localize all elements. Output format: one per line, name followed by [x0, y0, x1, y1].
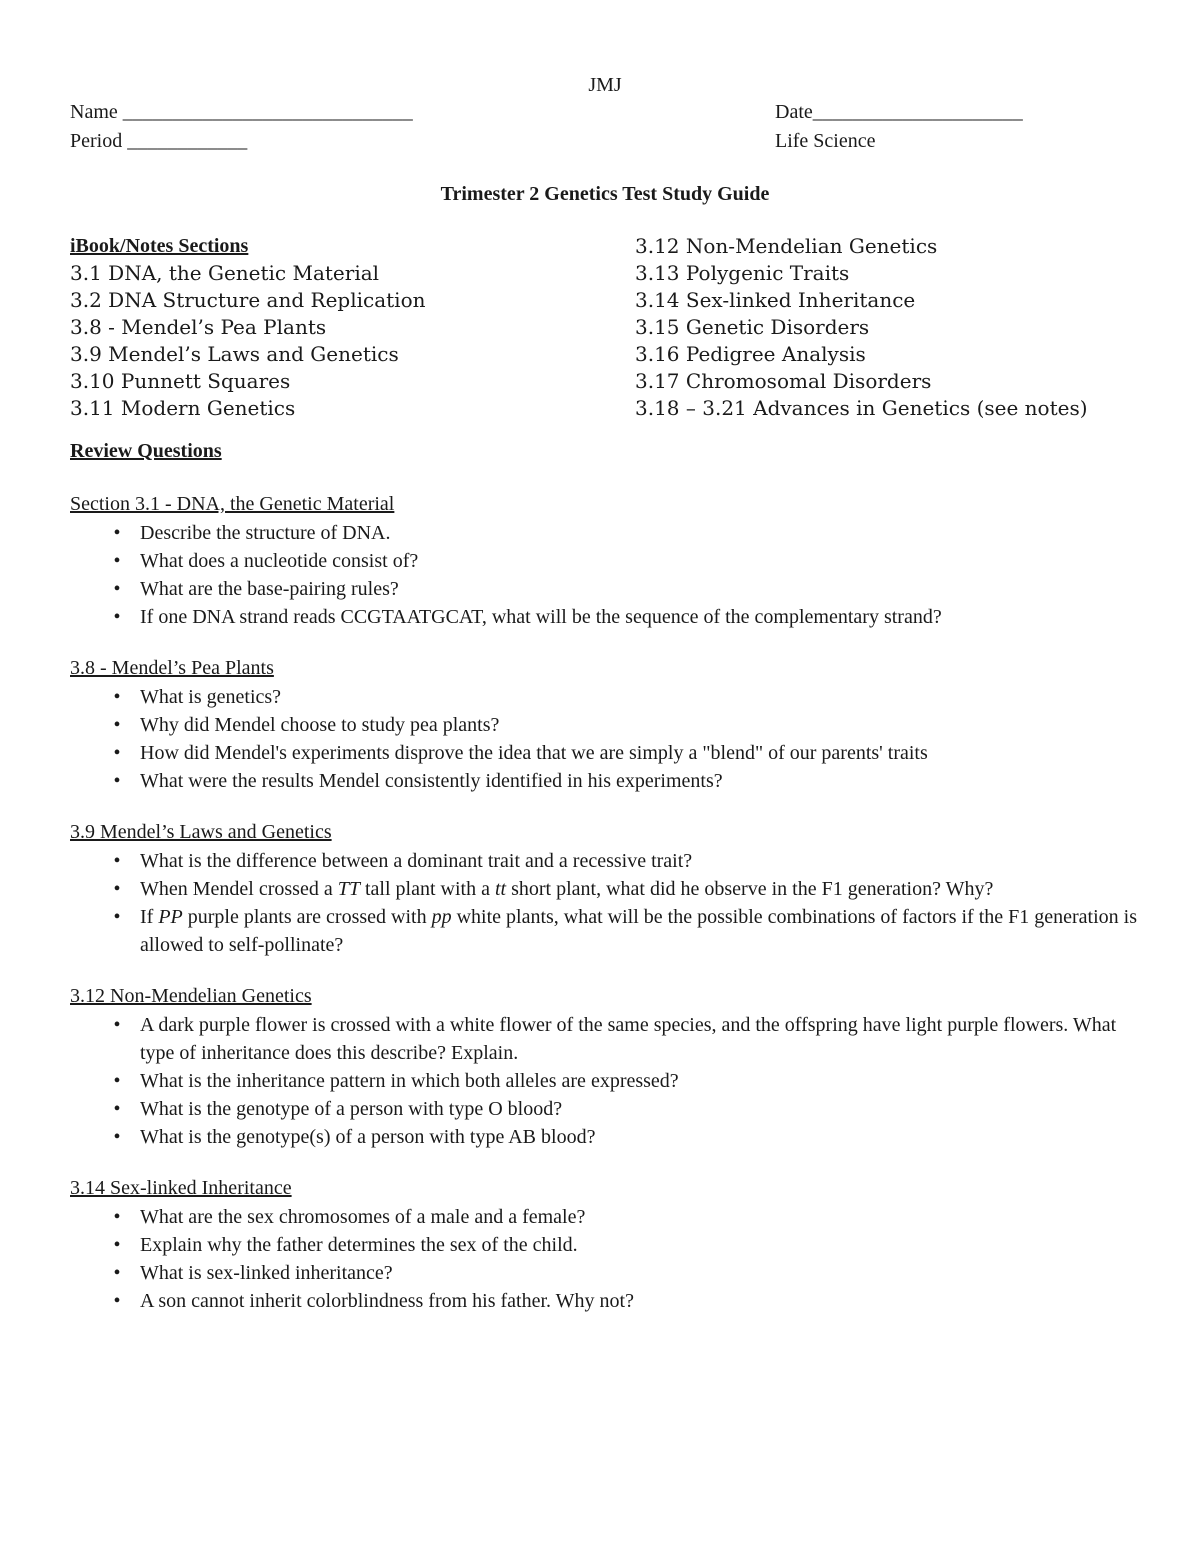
question-item	[70, 875, 1140, 903]
question-text: What are the base-pairing rules?	[140, 578, 399, 600]
section-item: 3.14 Sex-linked Inheritance	[635, 288, 916, 312]
bullet-icon: •	[113, 686, 121, 708]
section-item: 3.13 Polygenic Traits	[635, 261, 850, 285]
question-item	[70, 547, 1140, 575]
question-item	[70, 1231, 1140, 1259]
question-list	[70, 519, 1140, 631]
question-text: What were the results Mendel consistently identified in his experiments?	[140, 770, 723, 792]
question-item	[70, 711, 1140, 739]
group-title: 3.8 - Mendel’s Pea Plants	[70, 657, 274, 679]
question-group	[70, 983, 1140, 1151]
bullet-icon: •	[113, 1206, 121, 1228]
question-text: Describe the structure of DNA.	[140, 522, 391, 544]
study-guide-page	[70, 72, 1140, 1315]
question-group	[70, 655, 1140, 795]
question-item	[70, 903, 1140, 959]
question-text: If one DNA strand reads CCGTAATGCAT, what will be the sequence of the complementary strand?	[140, 606, 942, 628]
question-item	[70, 1011, 1140, 1067]
question-text: Explain why the father determines the sex of the child.	[140, 1234, 578, 1256]
genotype-symbol: TT	[337, 878, 360, 900]
question-text: What is the genotype of a person with type O blood?	[140, 1098, 563, 1120]
bullet-icon: •	[113, 1070, 121, 1092]
section-item: 3.2 DNA Structure and Replication	[70, 288, 426, 312]
page-title: Trimester 2 Genetics Test Study Guide	[440, 183, 770, 205]
question-text: How did Mendel's experiments disprove the idea that we are simply a "blend" of our parents' traits	[140, 742, 928, 764]
bullet-icon: •	[113, 522, 121, 544]
section-item: 3.1 DNA, the Genetic Material	[70, 261, 380, 285]
question-group	[70, 491, 1140, 631]
question-item	[70, 739, 1140, 767]
question-fragment: If	[140, 906, 159, 928]
section-item: 3.11 Modern Genetics	[70, 396, 296, 420]
subject-label: Life Science	[775, 130, 876, 152]
question-list	[70, 683, 1140, 795]
question-item	[70, 847, 1140, 875]
question-list	[70, 1203, 1140, 1315]
question-item	[70, 1095, 1140, 1123]
group-title: 3.14 Sex-linked Inheritance	[70, 1177, 292, 1199]
question-item	[70, 683, 1140, 711]
bullet-icon: •	[113, 714, 121, 736]
period-field: Period ____________	[70, 130, 248, 152]
question-text: What does a nucleotide consist of?	[140, 550, 419, 572]
section-item: 3.15 Genetic Disorders	[635, 315, 870, 339]
question-text: A son cannot inherit colorblindness from his father. Why not?	[140, 1290, 634, 1312]
bullet-icon: •	[113, 1262, 121, 1284]
bullet-icon: •	[113, 550, 121, 572]
bullet-icon: •	[113, 1014, 121, 1036]
group-title: 3.9 Mendel’s Laws and Genetics	[70, 821, 332, 843]
question-item	[70, 603, 1140, 631]
bullet-icon: •	[113, 578, 121, 600]
genotype-symbol: pp	[431, 906, 452, 928]
sections-right-column	[635, 233, 1140, 422]
question-text: What is the inheritance pattern in which both alleles are expressed?	[140, 1070, 679, 1092]
question-fragment: white plants, what will be the possible combinations of factors if the F1 generation is allowed to self-pollinate?	[140, 906, 1138, 956]
question-fragment: When Mendel crossed a	[140, 878, 338, 900]
sections-list	[70, 233, 1140, 418]
genotype-symbol: PP	[158, 906, 183, 928]
sections-left-column	[70, 233, 630, 422]
bullet-icon: •	[113, 770, 121, 792]
name-field: Name _____________________________	[70, 101, 413, 123]
bullet-icon: •	[113, 878, 121, 900]
question-item	[70, 1259, 1140, 1287]
bullet-icon: •	[113, 1290, 121, 1312]
question-item	[70, 767, 1140, 795]
question-item	[70, 1203, 1140, 1231]
section-item: 3.8 - Mendel’s Pea Plants	[70, 315, 327, 339]
jmj-header: JMJ	[588, 74, 622, 96]
question-text	[140, 906, 1137, 956]
question-group	[70, 1175, 1140, 1315]
question-item	[70, 1123, 1140, 1151]
question-item	[70, 1067, 1140, 1095]
section-item: 3.10 Punnett Squares	[70, 369, 291, 393]
question-group	[70, 819, 1140, 959]
question-groups	[70, 491, 1140, 1315]
question-text: What is the difference between a dominant trait and a recessive trait?	[140, 850, 693, 872]
section-item: 3.16 Pedigree Analysis	[635, 342, 866, 366]
question-item	[70, 519, 1140, 547]
genotype-symbol: tt	[494, 878, 507, 900]
question-fragment: short plant, what did he observe in the F1 generation? Why?	[506, 878, 994, 900]
bullet-icon: •	[113, 606, 121, 628]
bullet-icon: •	[113, 742, 121, 764]
question-fragment: purple plants are crossed with	[182, 906, 432, 928]
date-field: Date_____________________	[775, 101, 1023, 123]
bullet-icon: •	[113, 1126, 121, 1148]
sections-heading: iBook/Notes Sections	[70, 235, 249, 257]
review-questions-heading: Review Questions	[70, 440, 222, 462]
question-item	[70, 1287, 1140, 1315]
question-list	[70, 1011, 1140, 1151]
question-text	[140, 878, 993, 900]
section-item: 3.9 Mendel’s Laws and Genetics	[70, 342, 399, 366]
section-item: 3.17 Chromosomal Disorders	[635, 369, 932, 393]
question-item	[70, 575, 1140, 603]
question-text: What are the sex chromosomes of a male and a female?	[140, 1206, 586, 1228]
bullet-icon: •	[113, 906, 121, 928]
section-item: 3.18 – 3.21 Advances in Genetics (see notes)	[635, 396, 1088, 420]
group-title: 3.12 Non-Mendelian Genetics	[70, 985, 312, 1007]
question-fragment: tall plant with a	[359, 878, 495, 900]
bullet-icon: •	[113, 1234, 121, 1256]
bullet-icon: •	[113, 850, 121, 872]
header-row-2	[70, 128, 1140, 157]
question-text: What is the genotype(s) of a person with type AB blood?	[140, 1126, 596, 1148]
bullet-icon: •	[113, 1098, 121, 1120]
question-text: What is genetics?	[140, 686, 282, 708]
question-text: What is sex-linked inheritance?	[140, 1262, 393, 1284]
header-row-1	[70, 99, 1140, 128]
question-text: A dark purple flower is crossed with a white flower of the same species, and the offspring have light purple flowers. What type of inheritance does this describe? Explain.	[140, 1014, 1117, 1064]
question-list	[70, 847, 1140, 959]
section-item: 3.12 Non-Mendelian Genetics	[635, 234, 938, 258]
question-text: Why did Mendel choose to study pea plants?	[140, 714, 500, 736]
group-title: Section 3.1 - DNA, the Genetic Material	[70, 493, 395, 515]
